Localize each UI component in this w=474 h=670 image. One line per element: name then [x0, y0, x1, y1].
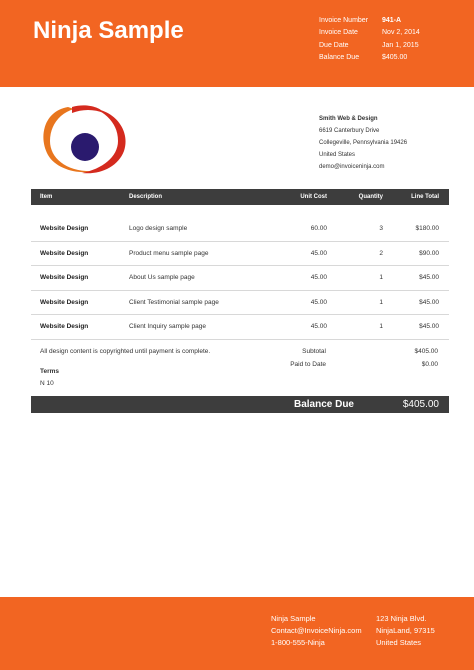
meta-row-invoice-date	[319, 27, 459, 40]
cell-line-total: $90.00	[419, 249, 439, 257]
cell-unit-cost: 45.00	[310, 323, 327, 330]
cell-item: Website Design	[40, 249, 89, 257]
cell-description: Product menu sample page	[129, 249, 209, 257]
table-row	[31, 315, 449, 340]
cell-quantity: 1	[379, 274, 383, 281]
meta-value: $405.00	[382, 54, 408, 62]
footer-address-line1: 123 Ninja Blvd.	[376, 614, 427, 623]
cell-item: Website Design	[40, 274, 89, 281]
cell-description: Client Inquiry sample page	[129, 323, 206, 330]
balance-due-value: $405.00	[402, 399, 439, 410]
cell-quantity: 3	[379, 225, 383, 232]
invoice-header	[0, 0, 474, 87]
company-name: Smith Web & Design	[319, 116, 378, 122]
meta-label: Invoice Number	[319, 16, 369, 24]
table-header	[31, 189, 449, 205]
company-address-line1: 6619 Canterbury Drive	[319, 128, 380, 134]
logo-purple-dot	[71, 133, 99, 161]
company-country: United States	[319, 152, 356, 158]
line-items	[31, 217, 449, 340]
footer-country: United States	[376, 638, 422, 647]
company-address	[319, 113, 407, 173]
cell-item: Website Design	[40, 323, 89, 330]
terms-label: Terms	[40, 368, 60, 375]
cell-line-total: $45.00	[419, 298, 439, 306]
cell-description: About Us sample page	[129, 274, 195, 281]
paid-to-date-value: $0.00	[421, 361, 438, 368]
invoice-footer	[0, 597, 474, 670]
invoice-notes: All design content is copyrighted until payment is complete.	[40, 348, 211, 355]
cell-line-total: $180.00	[415, 225, 439, 232]
meta-label: Due Date	[319, 41, 349, 49]
table-row	[31, 266, 449, 291]
cell-line-total: $45.00	[419, 323, 439, 330]
cell-quantity: 1	[379, 298, 383, 306]
table-row	[31, 242, 449, 267]
meta-label: Invoice Date	[319, 29, 358, 37]
footer-company-name: Ninja Sample	[271, 614, 316, 623]
meta-row-balance-due	[319, 52, 459, 65]
cell-item: Website Design	[40, 225, 89, 232]
header-line-total: Line Total	[411, 194, 439, 200]
footer-contact	[271, 613, 362, 649]
footer-email[interactable]: Contact@InvoiceNinja.com	[271, 626, 362, 635]
cell-quantity: 1	[379, 323, 383, 330]
table-row	[31, 217, 449, 242]
header-quantity: Quantity	[358, 194, 383, 200]
footer-address	[376, 613, 435, 649]
footer-address-line2: NinjaLand, 97315	[376, 626, 435, 635]
paid-to-date-label: Paid to Date	[290, 361, 326, 368]
swoosh-logo-icon	[38, 103, 130, 177]
meta-value: Nov 2, 2014	[382, 29, 420, 37]
page-title: Ninja Sample	[33, 17, 184, 44]
cell-line-total: $45.00	[419, 274, 439, 281]
header-item: Item	[40, 194, 53, 200]
header-description: Description	[129, 194, 163, 200]
cell-quantity: 2	[379, 249, 383, 257]
meta-value: 941-A	[382, 16, 402, 24]
meta-label: Balance Due	[319, 54, 360, 62]
cell-description: Logo design sample	[129, 225, 188, 232]
logo-red-inner	[72, 105, 104, 113]
company-address-line2: Collegeville, Pennsylvania 19426	[319, 140, 408, 146]
terms-value: N 10	[40, 380, 54, 387]
header-unit-cost: Unit Cost	[300, 194, 327, 200]
cell-unit-cost: 45.00	[310, 298, 327, 306]
meta-row-invoice-number	[319, 14, 459, 27]
meta-value: Jan 1, 2015	[382, 41, 419, 49]
company-email[interactable]: demo@invoiceninja.com	[319, 164, 385, 170]
subtotal-value: $405.00	[414, 348, 438, 355]
invoice-meta	[319, 14, 459, 64]
cell-description: Client Testimonial sample page	[129, 298, 219, 306]
cell-unit-cost: 45.00	[310, 249, 327, 257]
cell-item: Website Design	[40, 298, 89, 306]
cell-unit-cost: 60.00	[310, 225, 327, 232]
balance-due-label: Balance Due	[293, 399, 354, 410]
balance-due-bar	[31, 396, 449, 413]
cell-unit-cost: 45.00	[310, 274, 327, 281]
subtotal-label: Subtotal	[302, 348, 326, 355]
meta-row-due-date	[319, 39, 459, 52]
table-row	[31, 291, 449, 316]
footer-phone: 1-800-555-Ninja	[271, 638, 325, 647]
